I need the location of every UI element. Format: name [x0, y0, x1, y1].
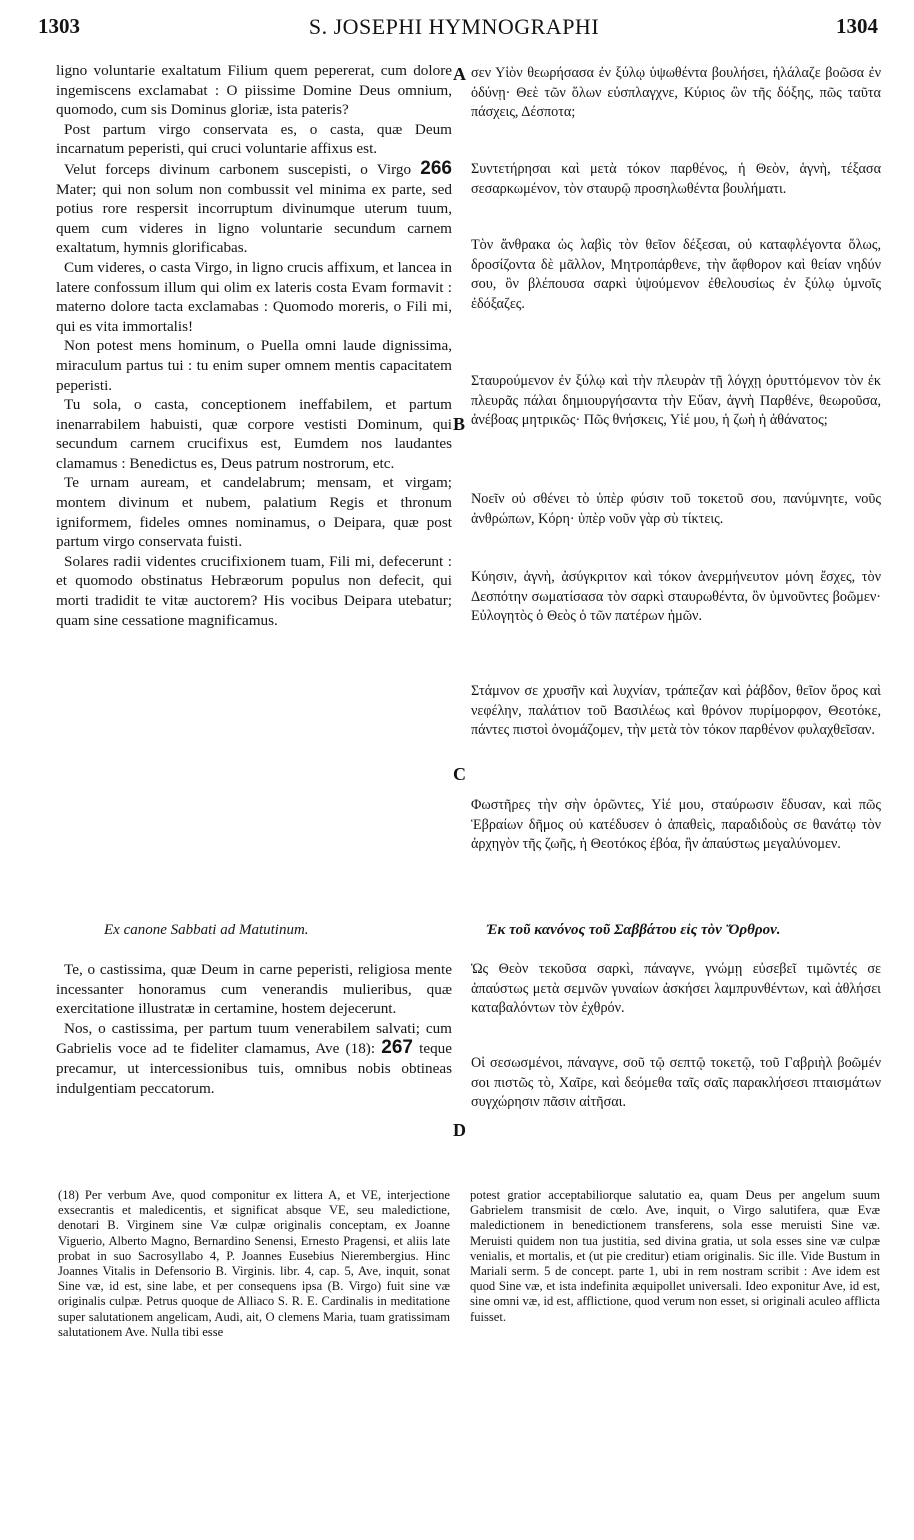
latin-paragraph: Non potest mens hominum, o Puella omni laude dignissima, miraculum partus tui : tu enim super omnem mentis capacitatem peperisti. [56, 337, 452, 394]
latin-paragraph: Te urnam auream, et candelabrum; mensam, et virgam; montem divinum et nubem, palatium Regis et thronum igniformem, fideles omnes nominamus, o Deipara, quæ post partum virgo conservata fuisti. [56, 474, 452, 551]
latin-text: Mater; qui non solum non combussit vel minima ex parte, sed potius rore respersit incorruptum divinumque uterum tuum, quem cum videres in ligno voluntarie secundum carnem exaltatum, hymnis glorificabas. [56, 180, 452, 257]
latin-paragraph: Tu sola, o casta, conceptionem ineffabilem, et partum inenarrabilem habuisti, quæ corpore vestisti Dominum, qui secundum carnem crucifixus est, Eumdem nos laudantes clamamus : Benedictus es, Deus patrum nostrorum, etc. [56, 396, 452, 472]
footnote-left [58, 1188, 450, 1340]
latin-paragraph: Te, o castissima, quæ Deum in carne peperisti, religiosa mente incessanter honoramus cum venerandis mulieribus, quæ exercitatione illustratæ in certamine, hostem dejecerunt. [56, 961, 452, 1018]
latin-paragraph: ligno voluntarie exaltatum Filium quem pepererat, cum dolore ingemiscens exclamabat : O piissime Domine Deus omnium, quomodo, cum sis Dominus gloriæ, ista pateris? [56, 62, 452, 119]
latin-paragraph: Post partum virgo conservata es, o casta, quæ Deum incarnatum peperisti, qui cruci voluntarie affixus est. [56, 120, 452, 158]
margin-letter-c: C [453, 764, 466, 784]
latin-paragraph [56, 1019, 452, 1098]
footnote-right [470, 1188, 880, 1325]
latin-text: Velut forceps divinum carbonem suscepisti, o Virgo [64, 160, 412, 178]
greek-paragraph-10: Οἱ σεσωσμένοι, πάναγνε, σοῦ τῷ σεπτῷ τοκετῷ, τοῦ Γαβριὴλ βοῶμέν σοι πιστῶς τὸ, Χαῖρε, καὶ δεόμεθα ταῖς σαῖς παρακλήσεσι πταισμάτων συγχώρησιν πᾶσιν αἰτῆσαι. [471, 1055, 881, 1111]
greek-paragraph-6: Κύησιν, ἁγνὴ, ἀσύγκριτον καὶ τόκον ἀνερμήνευτον μόνη ἔσχες, τὸν Δεσπότην σωματίσασα τὸν σαρκὶ σταυρωθέντα, ὃν ὑμνοῦντες βοῶμεν· Εὐλογητὸς ὁ Θεὸς ὁ τῶν πατέρων ἡμῶν. [471, 569, 881, 625]
greek-paragraph-8: Φωστῆρες τὴν σὴν ὁρῶντες, Υἱέ μου, σταύρωσιν ἔδυσαν, καὶ πῶς Ἑβραίων δῆμος οὐ κατέδυσεν ὁ ἀπαθεὶς, παραδιδοὺς σε θανάτῳ τὸν ἀρχηγὸν τῆς ζωῆς, ἡ Θεοτόκος ἐβόα, ἣν ἀπαύστως μεγαλύνομεν. [471, 797, 881, 853]
greek-paragraph-1: σεν Υἱὸν θεωρήσασα ἐν ξύλῳ ὑψωθέντα βουλήσει, ἠλάλαζε βοῶσα ἐν ὀδύνῃ· Θεὲ τῶν ὅλων εὐσπλαγχνε, Κύριος ὢν τῆς δόξης, πῶς ταῦτα πάσχεις, Δέσποτα; [471, 65, 881, 121]
latin-column-top [56, 61, 452, 630]
latin-text: teque precamur, ut intercessionibus tuis, omnibus nobis obtineas indulgentiam peccatorum. [56, 1040, 453, 1097]
margin-letter-a: A [453, 64, 466, 84]
latin-text: Nos, o castissima, per partum tuum venerabilem salvati; cum Gabrielis voce ad te fideliter clamamus, Ave (18): [56, 1019, 452, 1058]
latin-section-heading: Ex canone Sabbati ad Matutinum. [104, 922, 309, 938]
latin-column-bottom [56, 960, 452, 1098]
latin-paragraph: Cum videres, o casta Virgo, in ligno crucis affixum, et lancea in latere confossum illum qui olim ex lateris costa Evam formavit : materno dolore tacta exclamabas : Quomodo moreris, o Fili mi, qui es vita immortalis! [56, 258, 452, 335]
page-number-right: 1304 [836, 14, 878, 38]
greek-paragraph-4: Σταυρούμενον ἐν ξύλῳ καὶ τὴν πλευρὰν τῇ λόγχῃ ὀρυττόμενον τὸν ἐκ πλευρᾶς πάλαι δημιουργήσαντα τὴν Εὔαν, ἁγνὴ Παρθένε, θεωροῦσα, ἀνέβοας μητρικῶς· Πῶς θνήσκεις, Υἱέ μου, ἡ ζωὴ ἡ ἀθάνατος; [471, 373, 881, 429]
greek-paragraph-7: Στάμνον σε χρυσῆν καὶ λυχνίαν, τράπεζαν καὶ ῥάβδον, θεῖον ὄρος καὶ νεφέλην, παλάτιον τοῦ Βασιλέως καὶ θρόνον πυρίμορφον, Θεοτόκε, πάντες πιστοὶ ὀνομάζομεν, τὴν μετὰ τὸν τόκον παρθένον φυλαχθεῖσαν. [471, 683, 881, 739]
greek-section-heading: Ἐκ τοῦ κανόνος τοῦ Σαββάτου εἰς τὸν Ὄρθρον. [486, 922, 781, 938]
margin-letter-d: D [453, 1120, 466, 1140]
footnote-text: potest gratior acceptabiliorque salutatio ea, quam Deus per angelum suum Gabrielem transmisit de cœlo. Ave, inquit, o Virgo salutifera, quæ Evæ maledictionem in benedictionem transferens, sola esse meruisti Sine væ. Meruisti quidem non tua justitia, sed divina gratia, ut sola esses sine væ culpæ venialis, et mortalis, et (ut pie creditur) etiam originalis. Sic ille. Vide Bustum in Mariali serm. 5 de concept. parte 1, ubi in rem nostram scribit : Ave idem est quod Sine væ, et ista indefinita æquipollet universali. Ideo exponitur Ave, id est, sine omni væ, id est, afflictione, quod verum non esset, si originali aculeo afflicta fuisset. [470, 1188, 880, 1324]
column-number-266: 266 [420, 157, 452, 179]
latin-paragraph: Solares radii videntes crucifixionem tuam, Fili mi, defecerunt : et quomodo obstinatus Hebræorum populus non defecit, qui morti tradidit te vitæ auctorem? His vocibus Deipara utebatur; quam sine cessatione magnificamus. [56, 552, 452, 629]
footnote-text: (18) Per verbum Ave, quod componitur ex littera A, et VE, interjectione exsecrantis et maledicentis, et significat absque VE, seu maledictione, denotari B. Virginem sine Væ culpæ originalis conceptam, ex Joanne Viguerio, Alberto Magno, Bernardino Senensi, Ernesto Pragensi, et aliis late probat in suo Sacrosyllabo 4, P. Joannes Eusebius Nierembergius. Hinc Joannes Vitalis in Defensorio B. Virginis. libr. 4, cap. 5, Ave, inquit, sonat Sine væ, id est, sine labe, et per consequens ipsa (B. Virgo) fuit sine væ originalis culpæ. Petrus quoque de Alliaco S. R. E. Cardinalis in meditatione super salutationem angelicam, Audi, ait, O clemens Maria, tuam gratissimam salutationem Ave. Nulla tibi esse [58, 1188, 450, 1339]
greek-paragraph-2: Συντετήρησαι καὶ μετὰ τόκον παρθένος, ἡ Θεὸν, ἁγνὴ, τέξασα σεσαρκωμένον, τὸν σταυρῷ προσηλωθέντα βουλήματι. [471, 161, 881, 197]
greek-paragraph-5: Νοεῖν οὐ σθένει τὸ ὑπὲρ φύσιν τοῦ τοκετοῦ σου, πανύμνητε, νοῦς ἀνθρώπων, Κόρη· ὑπὲρ νοῦν γὰρ σὺ τίκτεις. [471, 491, 881, 527]
latin-paragraph [56, 159, 452, 258]
greek-paragraph-3: Τὸν ἄνθρακα ὡς λαβὶς τὸν θεῖον δέξεσαι, οὐ καταφλέγοντα ὅλως, δροσίζοντα δὲ μᾶλλον, Μητροπάρθενε, τὴν ἄφθορον καὶ θείαν νηδύν σου, ὃν βλέπουσα σαρκὶ ὑψούμενον ἐθελουσίως ἐν ξύλῳ ὑμνοῖς ἐδόξαζες. [471, 237, 881, 312]
margin-letter-b: B [453, 414, 466, 434]
page-number-left: 1303 [38, 14, 80, 38]
page-header [30, 8, 878, 44]
column-number-267: 267 [381, 1037, 413, 1059]
running-title: S. JOSEPHI HYMNOGRAPHI [308, 14, 600, 39]
greek-paragraph-9: Ὡς Θεὸν τεκοῦσα σαρκὶ, πάναγνε, γνώμῃ εὐσεβεῖ τιμῶντές σε ἀπαύστως μετὰ σεμνῶν γυναίων ἀσκήσει λαμπρυνθέντων, καὶ ἀθλήσει καταβαλόντων τὸν ἐχθρόν. [471, 961, 881, 1017]
